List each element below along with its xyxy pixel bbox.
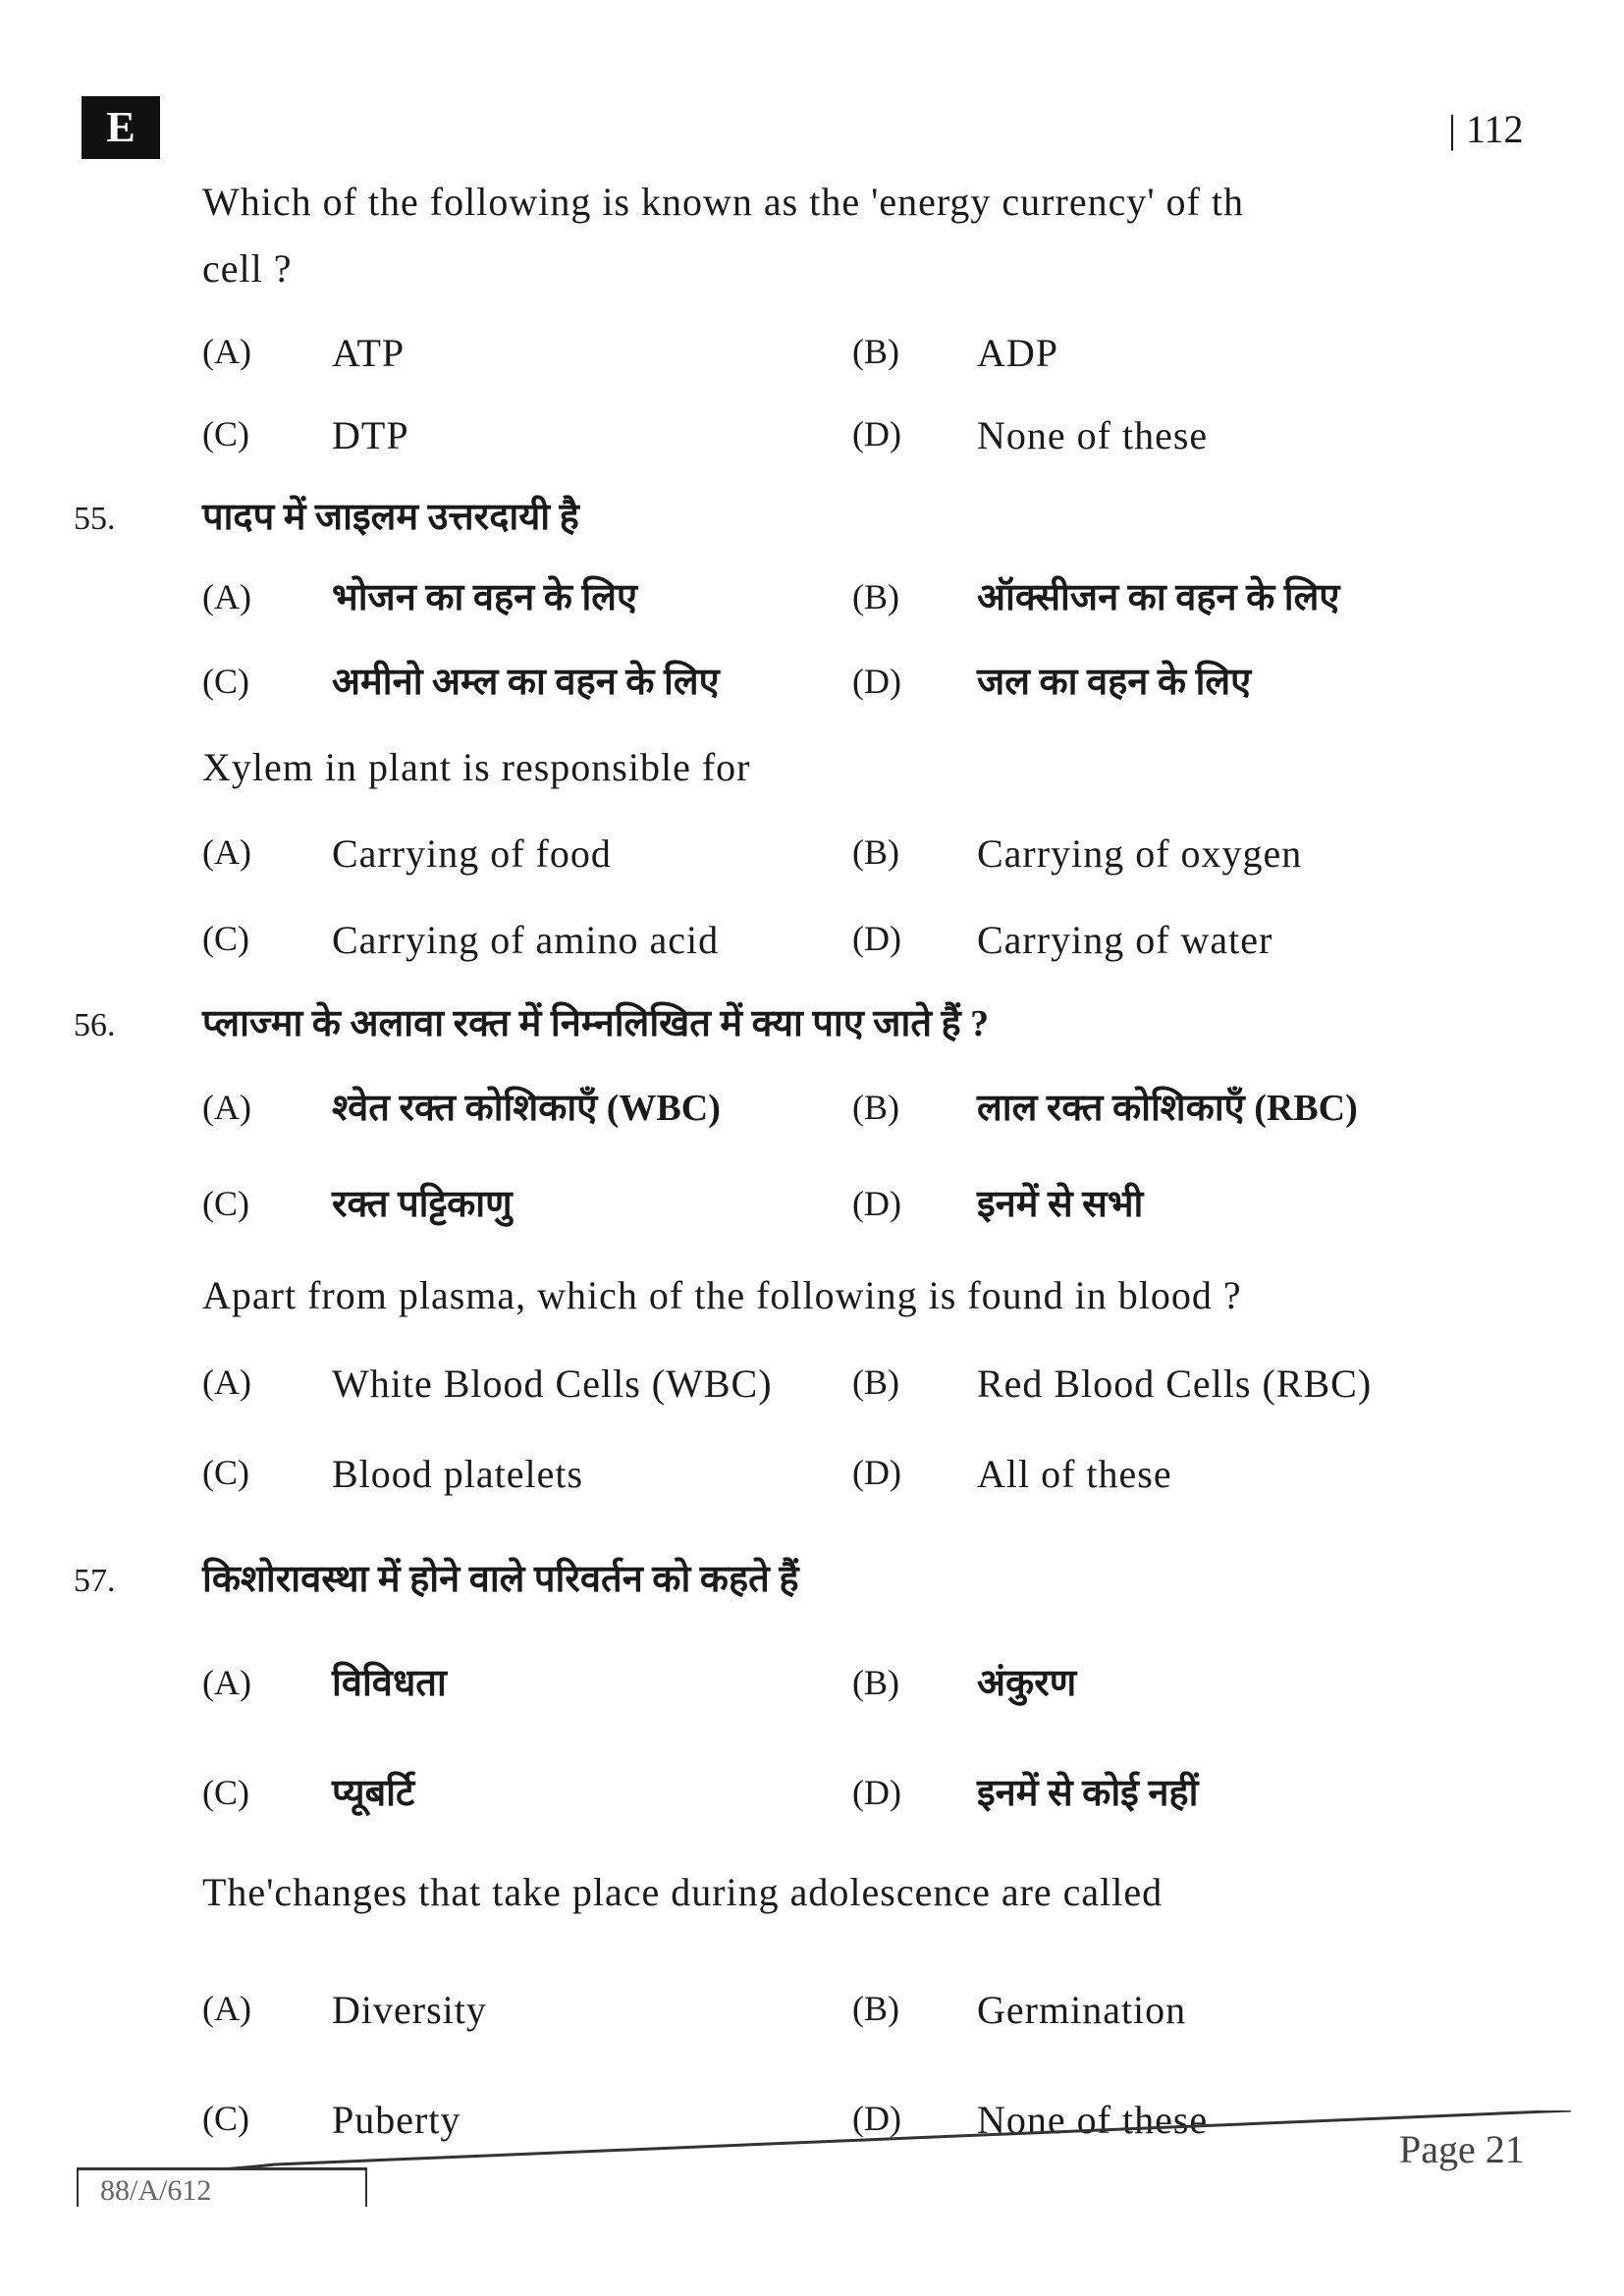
footer-code: 88/A/612 [77,2167,367,2207]
question-text-hindi: किशोरावस्था में होने वाले परिवर्तन को कहते हैं [202,1559,799,1600]
option-label: (B) [852,577,899,616]
option-text: श्वेत रक्त कोशिकाएँ (WBC) [332,1088,721,1129]
option-text: अंकुरण [977,1663,1077,1704]
question-text-english: The'changes that take place during adolescence are called [202,1870,1164,1914]
option-text: भोजन का वहन के लिए [332,577,638,618]
question-text-hindi: प्लाज्मा के अलावा रक्त में निम्नलिखित में क्या पाए जाते हैं ? [202,1003,990,1044]
option-label: (A) [202,1989,251,2028]
option-text: ऑक्सीजन का वहन के लिए [977,577,1340,618]
option-label: (B) [852,1989,899,2028]
option-label: (D) [852,662,901,701]
option-label: (B) [852,1663,899,1702]
option-text: Puberty [332,2098,461,2142]
option-label: (A) [202,1088,251,1127]
footer-rule [79,2110,1571,2169]
option-label: (B) [852,1088,899,1127]
option-text: Diversity [332,1988,487,2032]
option-label: (D) [852,1184,901,1223]
option-text: DTP [332,413,409,457]
page-number: Page 21 [1399,2127,1525,2171]
option-label: (C) [202,919,249,958]
option-text: Carrying of food [332,831,612,876]
option-label: (B) [852,1362,899,1402]
option-label: (A) [202,1362,251,1402]
option-text: इनमें से कोई नहीं [977,1773,1199,1814]
option-label: (D) [852,1453,901,1492]
option-label: (D) [852,919,901,958]
option-label: (D) [852,414,901,454]
set-label-badge: E [81,96,160,159]
option-text: जल का वहन के लिए [977,662,1252,703]
question-number: 57. [74,1563,116,1599]
question-number: 56. [74,1007,116,1043]
question-number: 55. [74,501,116,537]
option-label: (B) [852,832,899,872]
option-text: प्यूबर्टि [332,1773,415,1814]
option-label: (C) [202,662,249,701]
option-text: Carrying of oxygen [977,831,1303,876]
option-label: (C) [202,414,249,454]
option-label: (D) [852,2099,901,2138]
option-label: (A) [202,832,251,872]
option-text: अमीनो अम्ल का वहन के लिए [332,662,720,703]
option-text: ADP [977,331,1059,375]
option-text: Carrying of amino acid [332,918,720,962]
question-text-hindi: पादप में जाइलम उत्तरदायी है [202,497,579,538]
option-text: Carrying of water [977,918,1273,962]
option-label: (D) [852,1773,901,1812]
option-label: (C) [202,1773,249,1812]
option-text: None of these [977,2098,1209,2142]
option-text: इनमें से सभी [977,1184,1144,1225]
option-label: (B) [852,332,899,371]
question-text: Which of the following is known as the 'energy currency' of th [202,180,1244,224]
option-text: रक्त पट्टिकाणु [332,1184,513,1225]
option-label: (C) [202,1184,249,1223]
question-text-english: Xylem in plant is responsible for [202,745,751,789]
option-text: Blood platelets [332,1452,584,1496]
option-text: None of these [977,413,1209,457]
option-text: Germination [977,1988,1187,2032]
option-text: White Blood Cells (WBC) [332,1362,773,1406]
option-label: (C) [202,2099,249,2138]
option-text: Red Blood Cells (RBC) [977,1362,1373,1406]
option-label: (A) [202,577,251,616]
option-label: (A) [202,332,251,371]
question-text: cell ? [202,246,293,291]
option-text: All of these [977,1452,1172,1496]
option-text: लाल रक्त कोशिकाएँ (RBC) [977,1088,1358,1129]
paper-code: | 112 [1448,107,1524,151]
option-label: (C) [202,1453,249,1492]
option-text: विविधता [332,1663,447,1704]
question-text-english: Apart from plasma, which of the following is found in blood ? [202,1273,1242,1317]
option-label: (A) [202,1663,251,1702]
option-text: ATP [332,331,406,375]
